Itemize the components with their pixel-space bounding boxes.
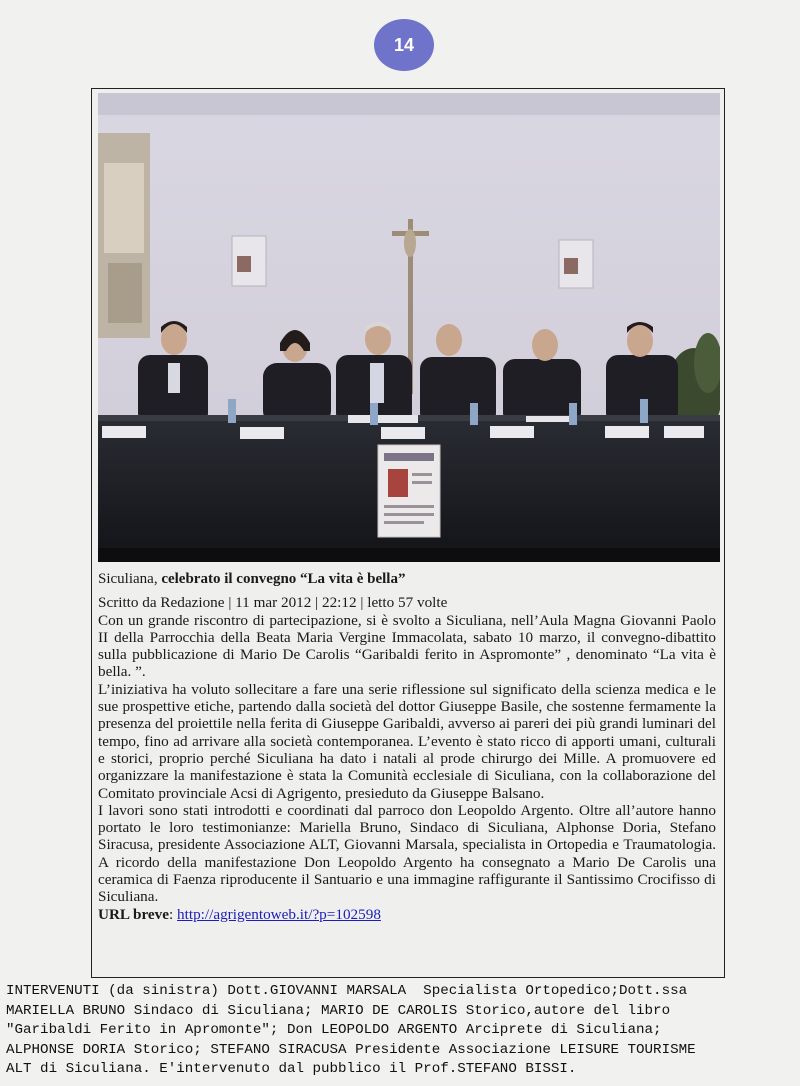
caption-line: MARIELLA BRUNO Sindaco di Siculiana; MARIO DE CAROLIS Storico,autore del libro (6, 1002, 671, 1019)
article-paragraph: L’iniziativa ha voluto sollecitare a fare una serie riflessione sul significato della scienza medica e le sue prospettive etiche, partendo dalla società del dottor Giuseppe Basile, che sostenne fermamente la presenza del proiettile nella ferita di Giuseppe Garibaldi, avverso ai pareri dei più grandi luminari del tempo, fino ad arrivare alla società contemporanea. L’evento è stato ricco di apporti umani, culturali e storici, proprio perché Siculiana ha dato i natali al prode chirurgo dei Mille. A promuovere ed organizzare la manifestazione è stata la Comunità ecclesiale di Siculiana, con la collaborazione del Comitato provinciale Acsi di Agrigento, presieduto da Giuseppe Balsano. (98, 680, 716, 802)
article-headline (98, 571, 716, 588)
conference-photo (98, 93, 720, 562)
headline-lead: Siculiana, (98, 571, 162, 587)
article-byline: Scritto da Redazione | 11 mar 2012 | 22:12 | letto 57 volte (98, 594, 448, 612)
caption-line: ALT di Siculiana. E'intervenuto dal pubblico il Prof.STEFANO BISSI. (6, 1061, 577, 1077)
newspaper-clipping (91, 88, 725, 978)
typewritten-caption (6, 982, 796, 1080)
article-paragraph: Con un grande riscontro di partecipazione, si è svolto a Siculiana, nell’Aula Magna Giovanni Paolo II della Parrocchia della Beata Maria Vergine Immacolata, sabato 10 marzo, il convegno-dibattito sulla pubblicazione di Mario De Carolis “Garibaldi ferito in Aspromonte” , denominato “La vita è bella. ”. (98, 611, 716, 681)
caption-line: INTERVENUTI (da sinistra) Dott.GIOVANNI MARSALA Specialista Ortopedico;Dott.ssa (6, 983, 688, 999)
short-url-line (98, 906, 716, 923)
short-url-link[interactable]: http://agrigentoweb.it/?p=102598 (177, 905, 381, 923)
short-url-separator: : (169, 905, 178, 923)
caption-line: ALPHONSE DORIA Storico; STEFANO SIRACUSA Presidente Associazione LEISURE TOURISME (6, 1041, 696, 1058)
headline-rest: celebrato il convegno “La vita è bella” (161, 571, 406, 587)
page-number-badge: 14 (374, 19, 434, 71)
short-url-label: URL breve (98, 905, 170, 923)
article (98, 571, 716, 923)
caption-line: "Garibaldi Ferito in Apromonte"; Don LEOPOLDO ARGENTO Arciprete di Siculiana; (6, 1022, 662, 1038)
article-paragraph: I lavori sono stati introdotti e coordinati dal parroco don Leopoldo Argento. Oltre all’autore hanno portato le loro testimonianze: Mariella Bruno, Sindaco di Siculiana, Alphonse Doria, Stefano Siracusa, presidente Associazione ALT, Giovanni Marsala, specialista in Ortopedia e Traumatologia. A ricordo della manifestazione Don Leopoldo Argento ha consegnato a Mario De Carolis una ceramica di Faenza riproducente il Santuario e una immagine raffigurante il Santissimo Crocifisso di Siculiana. (98, 801, 716, 906)
